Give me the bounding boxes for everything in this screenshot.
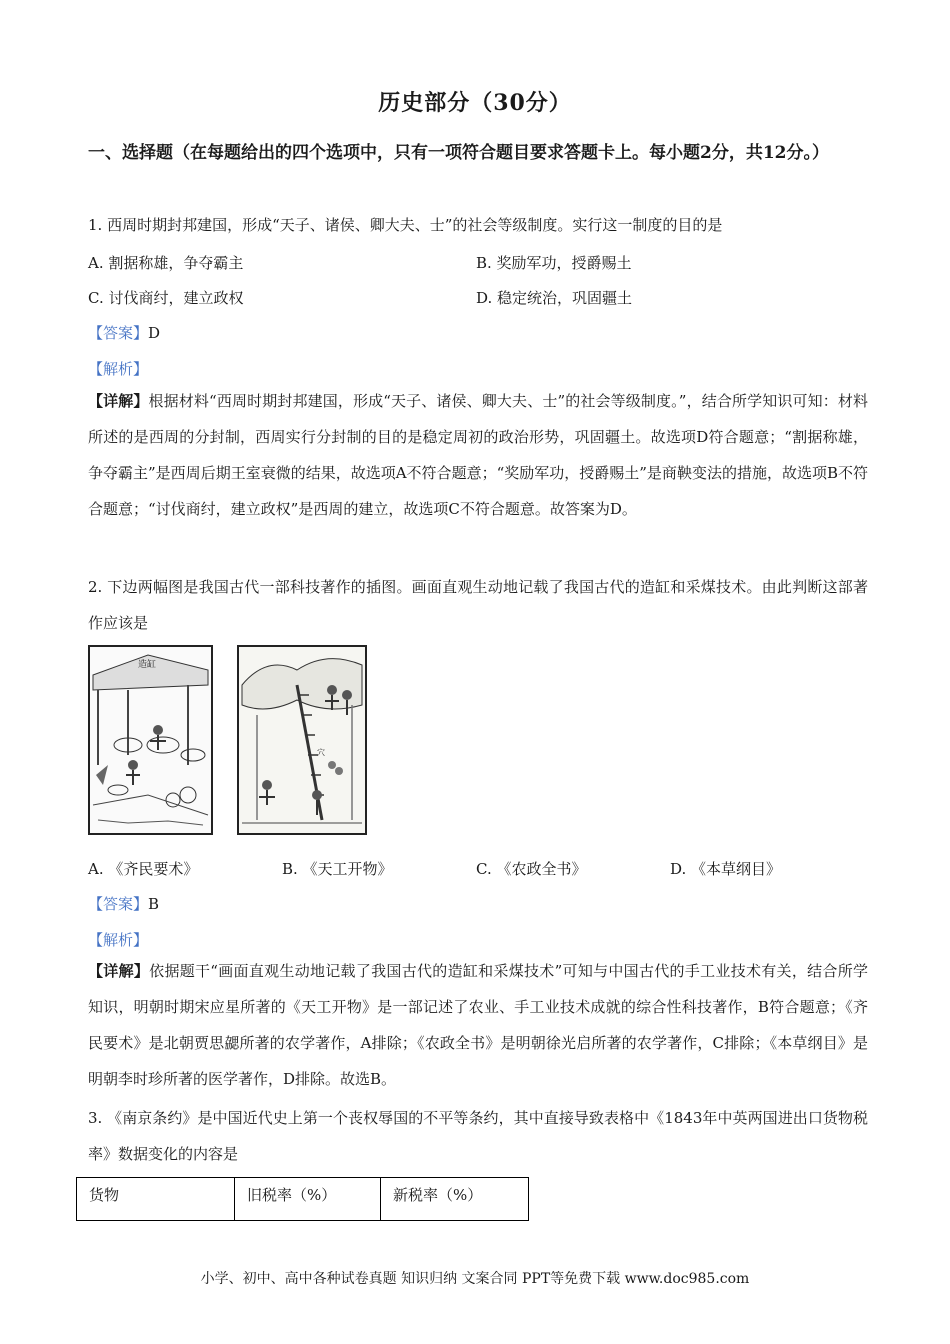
illustration-making-vats [88,645,213,835]
table-header-goods: 货物 [77,1178,235,1221]
q2-answer [88,893,159,914]
illustration-caption-2: 穴 [317,748,325,757]
illustration-caption-1: 造缸 [138,660,157,670]
q2-analysis-label: 【解析】 [88,931,149,949]
q2-detail [88,953,868,1097]
answer-label: 【答案】 [88,324,149,342]
q2-option-a: A. 《齐民要术》 [88,860,199,878]
q1-answer [88,322,160,343]
illustration-coal-mining [237,645,367,835]
detail-label: 【详解】 [88,392,149,410]
tariff-table [76,1177,529,1221]
q1-analysis-label: 【解析】 [88,360,149,378]
answer-value: B [148,895,160,913]
q1-option-b: B. 奖励军功，授爵赐土 [476,254,632,272]
question-2-stem: 2. 下边两幅图是我国古代一部科技著作的插图。画面直观生动地记载了我国古代的造缸和采煤技术。由此判断这部著作应该是 [88,578,868,632]
table-header-old-rate: 旧税率（%） [235,1178,381,1221]
page-footer: 小学、初中、高中各种试卷真题 知识归纳 文案合同 PPT等免费下载 www.doc985.com [200,1271,750,1287]
detail-label: 【详解】 [88,962,150,980]
answer-label: 【答案】 [88,895,149,913]
q2-option-b: B. 《天工开物》 [282,860,393,878]
q2-option-d: D. 《本草纲目》 [670,860,782,878]
q1-option-c: C. 讨伐商纣，建立政权 [88,289,244,307]
section-heading: 一、选择题（在每题给出的四个选项中，只有一项符合题目要求答题卡上。每小题2分，共12分。） [88,143,829,163]
q1-option-a: A. 割据称雄，争夺霸主 [88,254,244,272]
question-1-stem: 1. 西周时期封邦建国，形成“天子、诸侯、卿大夫、士”的社会等级制度。实行这一制度的目的是 [88,216,723,234]
q1-option-d: D. 稳定统治，巩固疆土 [476,289,633,307]
answer-value: D [148,324,161,342]
question-3-stem: 3. 《南京条约》是中国近代史上第一个丧权辱国的不平等条约，其中直接导致表格中《1843年中英两国进出口货物税率》数据变化的内容是 [88,1109,868,1163]
detail-text: 根据材料“西周时期封邦建国，形成“天子、诸侯、卿大夫、士”的社会等级制度。”，结合所学知识可知：材料所述的是西周的分封制，西周实行分封制的目的是稳定周初的政治形势，巩固疆土。故选项D符合题意；“割据称雄，争夺霸主”是西周后期王室衰微的结果，故选项A不符合题意；“奖励军功，授爵赐土”是商鞅变法的措施，故选项B不符合题意；“讨伐商纣，建立政权”是西周的建立，故选项C不符合题意。故答案为D。 [88,392,868,518]
q1-detail [88,383,868,527]
detail-text: 依据题干“画面直观生动地记载了我国古代的造缸和采煤技术”可知与中国古代的手工业技术有关，结合所学知识，明朝时期宋应星所著的《天工开物》是一部记述了农业、手工业技术成就的综合性科技著作，B符合题意；《齐民要术》是北朝贾思勰所著的农学著作，A排除；《农政全书》是明朝徐光启所著的农学著作，C排除；《本草纲目》是明朝李时珍所著的医学著作，D排除。故选B。 [88,962,868,1088]
table-header-new-rate: 新税率（%） [381,1178,529,1221]
q2-option-c: C. 《农政全书》 [476,860,587,878]
table-header-row [77,1178,529,1221]
page-title: 历史部分（30分） [378,90,572,116]
